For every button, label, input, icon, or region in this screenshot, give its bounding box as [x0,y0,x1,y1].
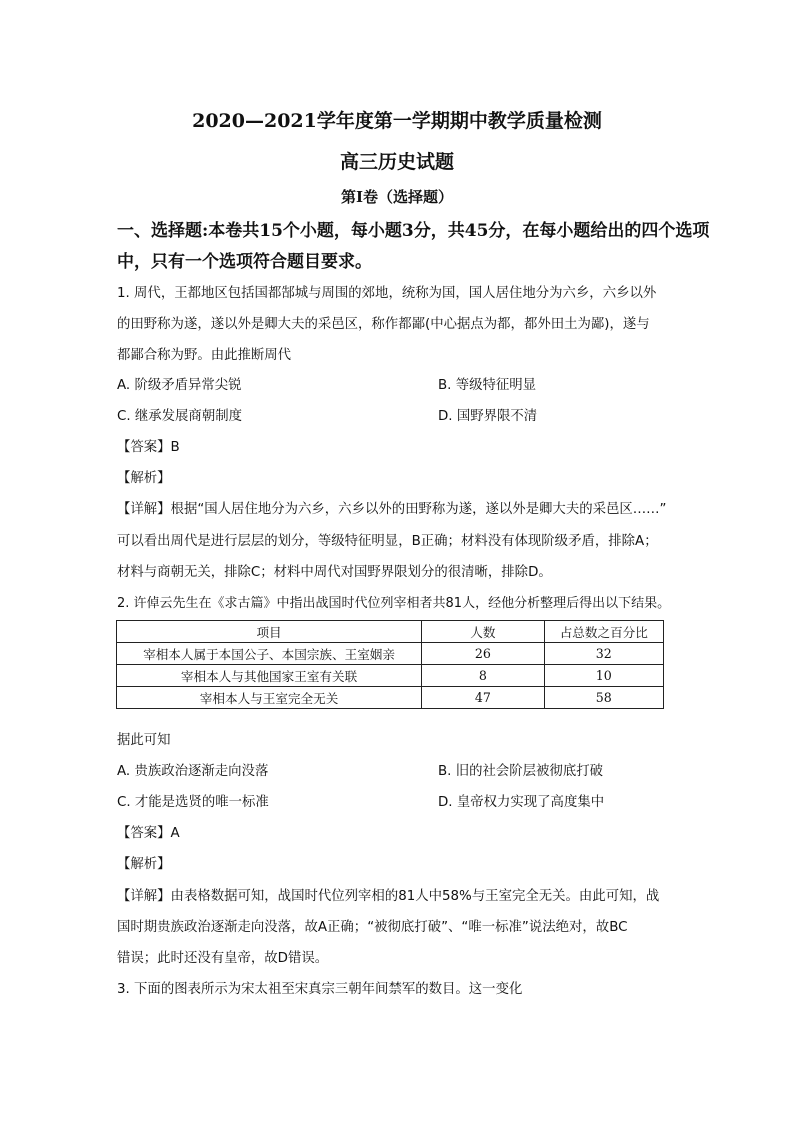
q3-stem: 3. 下面的图表所示为宋太祖至宋真宗三朝年间禁军的数目。这一变化 [117,982,523,997]
q1-option-d: D. 国野界限不清 [438,409,538,424]
q1-option-a: A. 阶级矛盾异常尖锐 [117,378,242,393]
q1-detail-line2: 可以看出周代是进行层层的划分，等级特征明显，B正确；材料没有体现阶级矛盾，排除A； [117,534,658,549]
table-cell: 47 [422,687,544,709]
table-cell: 8 [422,665,544,687]
table-header-cell: 占总数之百分比 [544,621,663,643]
q2-option-b: B. 旧的社会阶层被彻底打破 [438,764,603,779]
q2-lead: 据此可知 [117,733,171,748]
table-cell: 宰相本人属于本国公子、本国宗族、王室姻亲 [117,643,422,665]
section-instruction-line2: 中，只有一个选项符合题目要求。 [117,252,372,272]
q2-detail-line1: 【详解】由表格数据可知，战国时代位列宰相的81人中58%与王室完全无关。由此可知，战 [117,889,660,904]
q1-stem-line3: 都鄙合称为野。由此推断周代 [117,348,292,363]
q1-answer: 【答案】B [117,440,180,455]
exam-title: 2020—2021学年度第一学期期中教学质量检测 [192,110,602,132]
q1-detail-line1: 【详解】根据“国人居住地分为六乡，六乡以外的田野称为遂，遂以外是卿大夫的采邑区……” [117,502,667,517]
q2-detail-line2: 国时期贵族政治逐渐走向没落，故A正确；“被彻底打破”、“唯一标准”说法绝对，故BC [117,920,628,935]
table-cell: 宰相本人与王室完全无关 [117,687,422,709]
q1-option-c: C. 继承发展商朝制度 [117,409,242,424]
q2-option-c: C. 才能是选贤的唯一标准 [117,795,269,810]
q2-detail-line3: 错误；此时还没有皇帝，故D错误。 [117,951,329,966]
table-cell: 32 [544,643,663,665]
q2-analysis-label: 【解析】 [117,857,171,872]
q1-stem-line1: 1. 周代，王都地区包括国都郜城与周围的郊地，统称为国，国人居住地分为六乡，六乡以外 [117,286,657,301]
q2-answer: 【答案】A [117,826,180,841]
table-header-cell: 项目 [117,621,422,643]
q2-option-a: A. 贵族政治逐渐走向没落 [117,764,269,779]
section-instruction-line1: 一、选择题:本卷共15个小题，每小题3分，共45分，在每小题给出的四个选项 [117,221,710,241]
table-row [117,665,664,687]
q1-analysis-label: 【解析】 [117,471,171,486]
q2-option-d: D. 皇帝权力实现了高度集中 [438,795,605,810]
q1-detail-line3: 材料与商朝无关，排除C；材料中周代对国野界限划分的很清晰，排除D。 [117,565,552,580]
exam-subtitle: 高三历史试题 [339,151,454,173]
table-header-cell: 人数 [422,621,544,643]
table-row [117,643,664,665]
table-cell: 10 [544,665,663,687]
table-cell: 58 [544,687,663,709]
q1-option-b: B. 等级特征明显 [438,378,537,393]
chancellor-data-table [116,620,664,709]
table-row [117,687,664,709]
table-cell: 宰相本人与其他国家王室有关联 [117,665,422,687]
q1-stem-line2: 的田野称为遂，遂以外是卿大夫的采邑区，称作都鄙(中心据点为都，都外田土为鄙)，遂与 [117,317,650,332]
table-cell: 26 [422,643,544,665]
part-heading: 第Ⅰ卷（选择题） [340,188,454,206]
q2-stem: 2. 许倬云先生在《求古篇》中指出战国时代位列宰相者共81人，经他分析整理后得出以下结果。 [117,596,671,611]
table-header-row [117,621,664,643]
